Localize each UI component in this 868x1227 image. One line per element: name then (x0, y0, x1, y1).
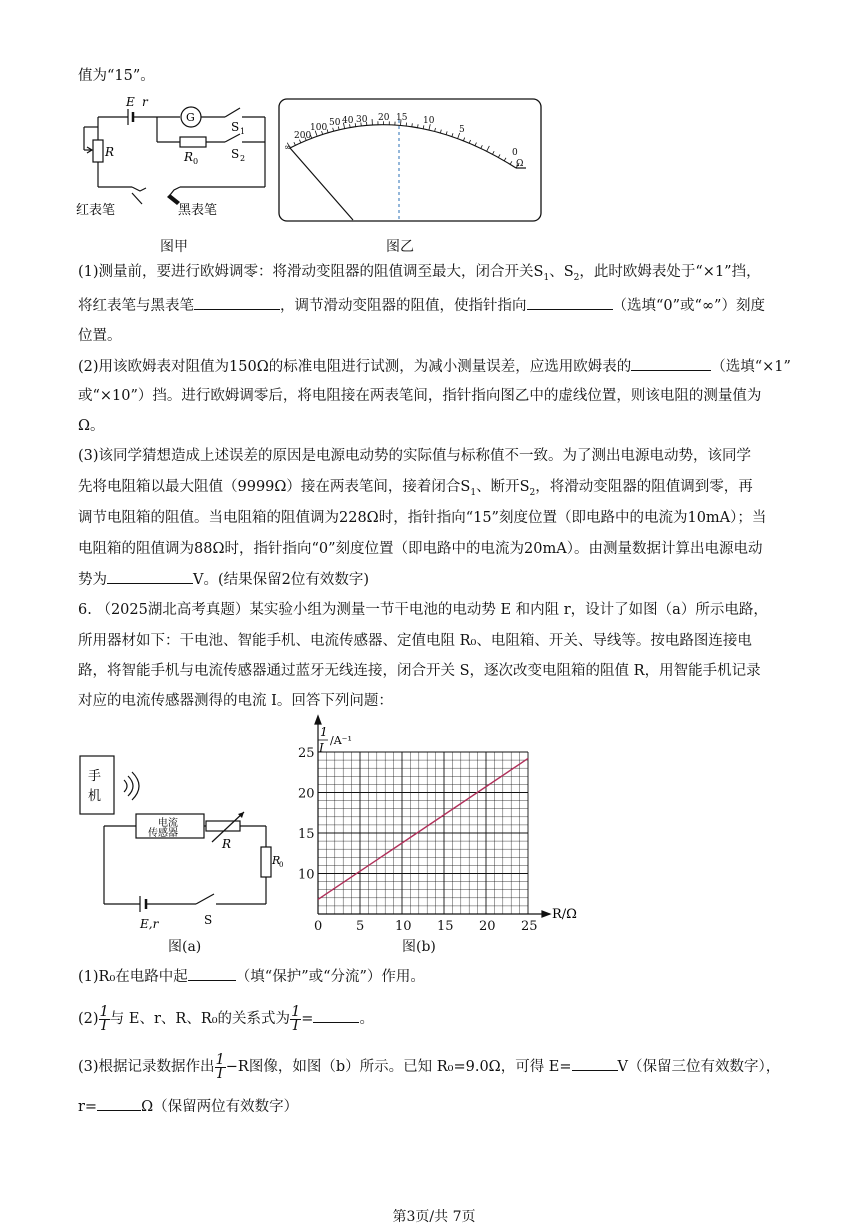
svg-text:2: 2 (240, 154, 246, 163)
answer-blank-6-1[interactable] (188, 966, 236, 981)
scale-tick (333, 128, 334, 131)
y-axis-arrow (315, 716, 321, 724)
label-Er: E,r (140, 917, 159, 931)
scale-30: 30 (356, 115, 368, 125)
scale-tick (418, 124, 419, 127)
q6-line1: 6. （2025湖北高考真题）某实验小组为测量一节干电池的电动势 E 和内阻 r，设计了如图（a）所示电路， (78, 602, 768, 618)
label-R0: R (184, 150, 194, 164)
scale-tick (487, 146, 490, 151)
q6-line3: 路，将智能手机与电流传感器通过蓝牙无线连接，闭合开关 S，逐次改变电阻箱的阻值 R，用智能手机记录 (78, 663, 761, 679)
q6-sub1: (1)R₀在电路中起 （填“保护”或“分流”）作用。 (78, 966, 425, 987)
header-line: 值为“15”。 (78, 68, 155, 84)
answer-blank-6-3a[interactable] (572, 1056, 618, 1071)
q3-line5: 势为 V。(结果保留2位有效数字) (78, 569, 369, 590)
scale-tick (481, 145, 483, 148)
q6-sub4: r= Ω（保留两位有效数字） (78, 1096, 298, 1117)
q3-line3: 调节电阻箱的阻值。当电阻箱的阻值调为228Ω时，指针指向“15”刻度位置（即电路中的电流为10mA）；当 (78, 510, 767, 526)
scale-infinity: ∞ (284, 143, 292, 153)
phone-label-1: 手 (88, 769, 102, 784)
label-R-box: R (222, 837, 232, 851)
fig-d-caption: 图(b) (402, 939, 436, 955)
y-tick-label: 20 (298, 786, 315, 802)
answer-blank-6-3b[interactable] (97, 1096, 141, 1111)
scale-tick (504, 158, 506, 161)
scale-tick (493, 151, 495, 154)
svg-text:0: 0 (279, 861, 284, 869)
chart-figure-b (290, 712, 590, 942)
q6-sub2: (2) $\frac{1}{I}$ 与 E、r、R、R₀的关系式为 $\frac{1}{I}$ = 。 (78, 1003, 374, 1034)
q1-line3: 位置。 (78, 328, 122, 344)
circuit-figure-a (70, 92, 275, 222)
y-label-den: I (319, 741, 324, 755)
q1-line1: (1)测量前，要进行欧姆调零：将滑动变阻器的阻值调至最大，闭合开关$S_1$、$S_2$，此时欧姆表处于“×1”挡， (78, 264, 761, 283)
label-r: r (142, 95, 148, 109)
y-label-num: 1 (320, 725, 328, 739)
scale-200: 200 (294, 131, 312, 141)
answer-blank-q1a[interactable] (194, 295, 280, 310)
fig-b-caption: 图乙 (386, 239, 414, 255)
answer-blank-6-2[interactable] (313, 1008, 359, 1023)
series-line (318, 758, 528, 899)
scale-tick (412, 123, 413, 126)
ohmmeter-scale-figure (278, 98, 542, 222)
x-tick-label: 10 (395, 919, 412, 934)
label-S: S (204, 913, 213, 927)
answer-blank-q2a[interactable] (631, 356, 711, 371)
x-axis-arrow (542, 911, 550, 917)
scale-tick (463, 138, 464, 141)
q6-line2: 所用器材如下：干电池、智能手机、电流传感器、定值电阻 R₀、电阻箱、开关、导线等。按电路图连接电 (78, 633, 752, 649)
label-E: E (126, 95, 135, 109)
y-tick-label: 10 (298, 867, 315, 883)
svg-text:0: 0 (193, 157, 199, 166)
scale-tick (446, 131, 447, 134)
label-R0-c: R (272, 854, 281, 867)
q1-line2: 将红表笔与黑表笔 ，调节滑动变阻器的阻值，使指针指向 （选填“0”或“∞”）刻度 (78, 295, 765, 316)
q3-line1: (3)该同学猜想造成上述误差的原因是电源电动势的实际值与标称值不一致。为了测出电源电动势，该同学 (78, 448, 752, 464)
scale-tick (440, 130, 441, 133)
x-tick-label: 5 (356, 919, 365, 934)
fig-c-caption: 图(a) (168, 939, 202, 955)
y-tick-label: 25 (298, 746, 315, 761)
x-tick-label: 25 (521, 919, 538, 934)
scale-40: 40 (342, 116, 354, 126)
scale-100: 100 (310, 123, 328, 133)
q6-line4: 对应的电流传感器测得的电流 I。回答下列问题： (78, 693, 393, 709)
sensor-label-1: 电流 (158, 818, 178, 829)
answer-blank-q3[interactable] (107, 569, 193, 584)
label-G: G (186, 111, 195, 124)
scale-10: 10 (423, 116, 435, 126)
scale-tick (469, 140, 470, 143)
answer-blank-q1b[interactable] (527, 295, 613, 310)
circuit-figure-c (76, 752, 286, 932)
x-label: R/Ω (552, 907, 577, 922)
scale-unit: Ω (516, 159, 524, 169)
label-S2: S (231, 147, 240, 161)
label-R: R (105, 145, 115, 159)
scale-tick (294, 142, 296, 145)
q3-line4: 电阻箱的阻值调为88Ω时，指针指向“0”刻度位置（即电路中的电流为20mA）。由测量数据计算出电源电动 (78, 541, 763, 557)
sensor-label-2: 传感器 (148, 828, 178, 839)
x-tick-label: 20 (479, 919, 496, 934)
phone-label-2: 机 (88, 789, 102, 804)
fig-a-caption: 图甲 (160, 239, 188, 255)
red-probe-label: 红表笔 (76, 203, 116, 218)
scale-20: 20 (378, 113, 390, 123)
q3-line2: 先将电阻箱以最大阻值（9999Ω）接在两表笔间，接着闭合$S_1$、断开$S_2$，将滑动变阻器的阻值调到零，再 (78, 479, 753, 498)
scale-15: 15 (396, 113, 408, 123)
y-label-unit: /A⁻¹ (330, 734, 352, 747)
q2-line1: (2)用该欧姆表对阻值为150Ω的标准电阻进行试测，为减小测量误差，应选用欧姆表的 （选填“×1” (78, 356, 791, 377)
scale-5: 5 (459, 125, 465, 135)
scale-tick (452, 133, 453, 136)
x-tick-label: 15 (437, 919, 454, 934)
black-probe-label: 黑表笔 (178, 203, 218, 218)
q2-line3: Ω。 (78, 418, 105, 434)
page-footer: 第3页/共 7页 (392, 1209, 476, 1225)
scale-tick (475, 143, 476, 146)
label-S1: S (231, 120, 240, 134)
scale-0: 0 (512, 148, 518, 158)
scale-50: 50 (329, 118, 341, 128)
scale-tick (498, 154, 500, 157)
q2-line2: 或“×10”）挡。进行欧姆调零后，将电阻接在两表笔间，指针指向图乙中的虚线位置，则该电阻的测量值为 (78, 388, 762, 404)
x-tick-label: 0 (314, 919, 323, 934)
q6-sub3: (3)根据记录数据作出 $\frac{1}{I}$ −R图像，如图（b）所示。已知 R₀=9.0Ω，可得 E= V（保留三位有效数字）， (78, 1051, 781, 1082)
scale-tick (327, 129, 328, 132)
scale-tick (510, 161, 512, 164)
scale-tick (435, 128, 436, 131)
svg-text:1: 1 (240, 127, 246, 136)
y-tick-label: 15 (298, 827, 315, 842)
